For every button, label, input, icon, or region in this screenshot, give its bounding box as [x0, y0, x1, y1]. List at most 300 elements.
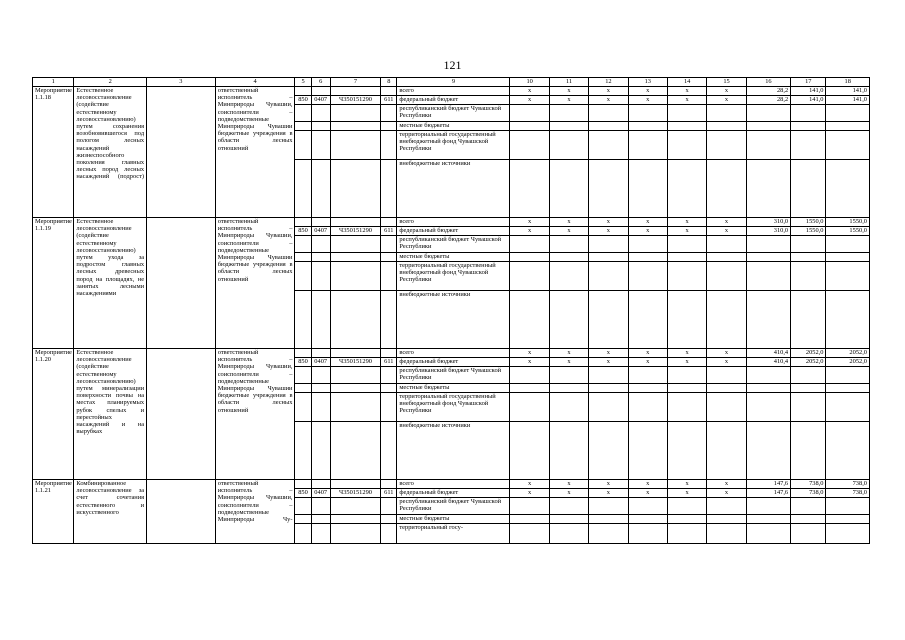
- code-cell: [311, 393, 330, 422]
- code-cell: [330, 498, 380, 515]
- code-cell: [311, 218, 330, 227]
- funding-value: [746, 291, 790, 349]
- funding-value: [510, 422, 549, 480]
- column-number: 17: [791, 78, 826, 87]
- funding-value: [628, 253, 667, 262]
- funding-value: [667, 367, 706, 384]
- funding-value: [826, 498, 870, 515]
- code-cell: [311, 122, 330, 131]
- code-cell: [381, 349, 397, 358]
- budget-code: Ч350151290: [330, 358, 380, 367]
- code-cell: [330, 349, 380, 358]
- funding-value: [707, 515, 746, 524]
- column-3-cell: [147, 349, 216, 480]
- funding-source: федеральный бюджет: [397, 227, 510, 236]
- funding-value: [628, 498, 667, 515]
- funding-value: x: [628, 218, 667, 227]
- funding-value: x: [510, 87, 549, 96]
- funding-value: [549, 498, 588, 515]
- funding-source: всего: [397, 480, 510, 489]
- funding-value: [549, 262, 588, 291]
- budget-code: 850: [295, 358, 311, 367]
- funding-source: местные бюджеты: [397, 253, 510, 262]
- funding-value: [746, 422, 790, 480]
- funding-value: [667, 160, 706, 218]
- funding-value: [549, 131, 588, 160]
- funding-value: x: [510, 227, 549, 236]
- funding-value: [707, 384, 746, 393]
- funding-value: [549, 515, 588, 524]
- column-number: 14: [667, 78, 706, 87]
- measure-id: Мероприятие 1.1.19: [33, 218, 74, 349]
- funding-value: 310,0: [746, 227, 790, 236]
- funding-value: [707, 367, 746, 384]
- funding-value: [589, 105, 628, 122]
- funding-value: [667, 422, 706, 480]
- column-number: 10: [510, 78, 549, 87]
- code-cell: [330, 122, 380, 131]
- funding-value: 1550,0: [826, 227, 870, 236]
- funding-value: [510, 515, 549, 524]
- funding-value: [746, 236, 790, 253]
- code-cell: [311, 524, 330, 544]
- table-row: [33, 480, 870, 489]
- executors: ответственный исполнитель – Минприроды Чувашии, соисполнители – подведомственные Минприроды Чувашии бюджетные учреждения в области лесных отношений: [215, 218, 295, 349]
- funding-value: [667, 131, 706, 160]
- funding-value: 28,2: [746, 87, 790, 96]
- code-cell: [330, 236, 380, 253]
- funding-value: 147,6: [746, 480, 790, 489]
- funding-value: [826, 524, 870, 544]
- funding-source: федеральный бюджет: [397, 96, 510, 105]
- funding-value: [549, 291, 588, 349]
- header-row: [33, 78, 870, 87]
- budget-code: 850: [295, 96, 311, 105]
- funding-value: [628, 422, 667, 480]
- funding-value: x: [510, 349, 549, 358]
- funding-value: [628, 236, 667, 253]
- funding-value: [826, 160, 870, 218]
- column-number: 11: [549, 78, 588, 87]
- code-cell: [295, 291, 311, 349]
- column-number: 12: [589, 78, 628, 87]
- code-cell: [381, 524, 397, 544]
- code-cell: [311, 87, 330, 96]
- funding-value: [791, 253, 826, 262]
- funding-value: [549, 524, 588, 544]
- budget-code: Ч350151290: [330, 96, 380, 105]
- funding-value: [746, 384, 790, 393]
- code-cell: [311, 236, 330, 253]
- funding-value: [628, 105, 667, 122]
- funding-value: 141,0: [791, 96, 826, 105]
- code-cell: [311, 367, 330, 384]
- funding-value: x: [549, 480, 588, 489]
- funding-value: [628, 393, 667, 422]
- funding-value: [549, 253, 588, 262]
- funding-value: x: [667, 87, 706, 96]
- code-cell: [295, 236, 311, 253]
- funding-value: [707, 524, 746, 544]
- column-3-cell: [147, 87, 216, 218]
- funding-value: x: [549, 349, 588, 358]
- funding-value: [746, 524, 790, 544]
- code-cell: [381, 384, 397, 393]
- funding-value: x: [510, 358, 549, 367]
- funding-value: 2052,0: [826, 349, 870, 358]
- funding-value: [826, 384, 870, 393]
- funding-value: 738,0: [826, 489, 870, 498]
- funding-source: всего: [397, 218, 510, 227]
- code-cell: [295, 349, 311, 358]
- budget-code: 850: [295, 489, 311, 498]
- code-cell: [295, 498, 311, 515]
- page-number: 121: [443, 58, 462, 72]
- funding-value: x: [667, 489, 706, 498]
- funding-source: местные бюджеты: [397, 122, 510, 131]
- funding-value: [826, 515, 870, 524]
- funding-value: [826, 422, 870, 480]
- funding-value: 738,0: [791, 480, 826, 489]
- funding-value: x: [707, 489, 746, 498]
- funding-value: 147,6: [746, 489, 790, 498]
- funding-value: [791, 393, 826, 422]
- funding-value: x: [589, 227, 628, 236]
- funding-value: [510, 236, 549, 253]
- funding-value: x: [549, 489, 588, 498]
- code-cell: [330, 367, 380, 384]
- funding-value: [707, 105, 746, 122]
- code-cell: [295, 367, 311, 384]
- column-number: 6: [311, 78, 330, 87]
- funding-value: x: [707, 358, 746, 367]
- code-cell: [381, 105, 397, 122]
- budget-code: Ч350151290: [330, 489, 380, 498]
- funding-value: x: [707, 87, 746, 96]
- code-cell: [330, 105, 380, 122]
- measure-id: Мероприятие 1.1.18: [33, 87, 74, 218]
- table-row: [33, 218, 870, 227]
- funding-value: 738,0: [826, 480, 870, 489]
- funding-value: [707, 236, 746, 253]
- funding-value: [510, 122, 549, 131]
- funding-value: [826, 253, 870, 262]
- measure-description: Комбинированное лесовосстановление за счет сочетания естественного и искусственного: [74, 480, 147, 544]
- code-cell: [295, 253, 311, 262]
- code-cell: [381, 291, 397, 349]
- funding-value: x: [628, 87, 667, 96]
- funding-value: [791, 131, 826, 160]
- budget-code: 611: [381, 96, 397, 105]
- funding-value: 1550,0: [791, 227, 826, 236]
- funding-value: 28,2: [746, 96, 790, 105]
- funding-value: [549, 160, 588, 218]
- funding-value: [746, 131, 790, 160]
- funding-value: [510, 367, 549, 384]
- funding-value: x: [628, 480, 667, 489]
- funding-value: 141,0: [826, 96, 870, 105]
- funding-value: [746, 498, 790, 515]
- funding-value: [746, 393, 790, 422]
- measure-id: Мероприятие 1.1.21: [33, 480, 74, 544]
- funding-value: [628, 262, 667, 291]
- executors: ответственный исполнитель – Минприроды Чувашии, соисполнители – подведомственные Минприроды Чу-: [215, 480, 295, 544]
- funding-value: 738,0: [791, 489, 826, 498]
- table-row: [33, 349, 870, 358]
- code-cell: [311, 131, 330, 160]
- funding-value: x: [510, 480, 549, 489]
- code-cell: [311, 253, 330, 262]
- code-cell: [330, 480, 380, 489]
- funding-value: x: [589, 87, 628, 96]
- code-cell: [295, 422, 311, 480]
- code-cell: [381, 262, 397, 291]
- funding-value: [826, 367, 870, 384]
- funding-value: x: [589, 96, 628, 105]
- funding-value: [667, 498, 706, 515]
- column-number: 8: [381, 78, 397, 87]
- code-cell: [381, 218, 397, 227]
- code-cell: [295, 515, 311, 524]
- code-cell: [311, 262, 330, 291]
- budget-code: 0407: [311, 227, 330, 236]
- measure-description: Естественное лесовосстановление (содействие естественному лесовосстановлению) путем минерализации поверхности почвы на местах планируемых рубок спелых и перестойных насаждений и на вырубках: [74, 349, 147, 480]
- code-cell: [381, 160, 397, 218]
- column-number: 2: [74, 78, 147, 87]
- funding-value: x: [510, 218, 549, 227]
- funding-value: [589, 367, 628, 384]
- funding-source: федеральный бюджет: [397, 358, 510, 367]
- funding-value: [549, 384, 588, 393]
- funding-value: [510, 262, 549, 291]
- funding-value: x: [589, 358, 628, 367]
- code-cell: [381, 422, 397, 480]
- funding-value: x: [667, 358, 706, 367]
- budget-code: 0407: [311, 358, 330, 367]
- funding-value: [628, 160, 667, 218]
- funding-value: x: [628, 358, 667, 367]
- funding-value: [628, 291, 667, 349]
- funding-value: [707, 253, 746, 262]
- funding-value: [667, 253, 706, 262]
- funding-value: x: [707, 480, 746, 489]
- funding-value: [791, 384, 826, 393]
- code-cell: [295, 122, 311, 131]
- funding-value: [510, 131, 549, 160]
- code-cell: [311, 422, 330, 480]
- funding-value: [667, 291, 706, 349]
- funding-value: [628, 515, 667, 524]
- funding-value: [791, 160, 826, 218]
- funding-value: [707, 291, 746, 349]
- funding-value: [707, 393, 746, 422]
- funding-value: x: [549, 218, 588, 227]
- funding-value: [628, 384, 667, 393]
- funding-value: [791, 524, 826, 544]
- funding-value: x: [628, 349, 667, 358]
- funding-source: местные бюджеты: [397, 384, 510, 393]
- measure-id: Мероприятие 1.1.20: [33, 349, 74, 480]
- funding-value: [589, 498, 628, 515]
- code-cell: [311, 480, 330, 489]
- funding-value: x: [589, 349, 628, 358]
- funding-value: [707, 262, 746, 291]
- funding-value: [628, 367, 667, 384]
- code-cell: [330, 131, 380, 160]
- funding-value: [791, 367, 826, 384]
- funding-value: [589, 253, 628, 262]
- funding-value: [791, 422, 826, 480]
- code-cell: [381, 236, 397, 253]
- funding-value: 2052,0: [791, 349, 826, 358]
- column-number: 4: [215, 78, 295, 87]
- funding-value: [667, 262, 706, 291]
- funding-value: [667, 393, 706, 422]
- funding-value: [791, 105, 826, 122]
- funding-value: [510, 160, 549, 218]
- code-cell: [330, 262, 380, 291]
- code-cell: [295, 480, 311, 489]
- funding-value: [589, 122, 628, 131]
- funding-value: [826, 105, 870, 122]
- funding-source: республиканский бюджет Чувашской Республики: [397, 105, 510, 122]
- funding-value: [549, 422, 588, 480]
- funding-value: [589, 384, 628, 393]
- budget-code: 611: [381, 358, 397, 367]
- funding-source: всего: [397, 87, 510, 96]
- funding-source: территориальный государственный внебюджетный фонд Чувашской Республики: [397, 393, 510, 422]
- code-cell: [381, 253, 397, 262]
- funding-value: [746, 105, 790, 122]
- funding-value: [667, 122, 706, 131]
- executors: ответственный исполнитель – Минприроды Чувашии, соисполнители – подведомственные Минприроды Чувашии бюджетные учреждения в области лесных отношений: [215, 349, 295, 480]
- funding-value: 310,0: [746, 218, 790, 227]
- funding-value: [826, 393, 870, 422]
- funding-value: [549, 236, 588, 253]
- executors: ответственный исполнитель – Минприроды Чувашии, соисполнители – подведомственные Минприроды Чувашии бюджетные учреждения в области лесных отношений: [215, 87, 295, 218]
- program-table: [32, 77, 870, 544]
- funding-value: x: [510, 489, 549, 498]
- funding-value: [510, 393, 549, 422]
- funding-value: [707, 160, 746, 218]
- funding-value: [746, 160, 790, 218]
- funding-value: [549, 122, 588, 131]
- funding-value: 2052,0: [826, 358, 870, 367]
- code-cell: [311, 384, 330, 393]
- code-cell: [295, 87, 311, 96]
- column-number: 1: [33, 78, 74, 87]
- funding-value: [628, 524, 667, 544]
- funding-value: [746, 262, 790, 291]
- code-cell: [311, 515, 330, 524]
- code-cell: [295, 105, 311, 122]
- funding-value: [746, 122, 790, 131]
- funding-value: x: [667, 349, 706, 358]
- column-number: 15: [707, 78, 746, 87]
- funding-value: 1550,0: [791, 218, 826, 227]
- funding-value: x: [549, 96, 588, 105]
- funding-value: x: [549, 87, 588, 96]
- code-cell: [330, 218, 380, 227]
- funding-value: 2052,0: [791, 358, 826, 367]
- code-cell: [295, 262, 311, 291]
- funding-value: [589, 524, 628, 544]
- funding-value: x: [549, 227, 588, 236]
- funding-value: [510, 253, 549, 262]
- funding-value: x: [667, 96, 706, 105]
- column-3-cell: [147, 480, 216, 544]
- funding-value: [510, 105, 549, 122]
- funding-source: внебюджетные источники: [397, 291, 510, 349]
- code-cell: [381, 87, 397, 96]
- code-cell: [330, 515, 380, 524]
- funding-value: [667, 524, 706, 544]
- code-cell: [295, 131, 311, 160]
- column-3-cell: [147, 218, 216, 349]
- column-number: 5: [295, 78, 311, 87]
- funding-source: территориальный государственный внебюджетный фонд Чувашской Республики: [397, 262, 510, 291]
- funding-value: [510, 384, 549, 393]
- funding-value: [549, 367, 588, 384]
- funding-value: [589, 160, 628, 218]
- funding-value: [510, 524, 549, 544]
- funding-value: [707, 131, 746, 160]
- code-cell: [311, 291, 330, 349]
- budget-code: 0407: [311, 96, 330, 105]
- funding-value: [667, 236, 706, 253]
- funding-value: [589, 515, 628, 524]
- funding-value: [589, 422, 628, 480]
- funding-value: x: [549, 358, 588, 367]
- code-cell: [311, 105, 330, 122]
- funding-value: 410,4: [746, 358, 790, 367]
- column-number: 9: [397, 78, 510, 87]
- code-cell: [311, 498, 330, 515]
- funding-value: [589, 291, 628, 349]
- funding-value: x: [628, 227, 667, 236]
- funding-source: республиканский бюджет Чувашской Республики: [397, 236, 510, 253]
- code-cell: [330, 524, 380, 544]
- column-number: 13: [628, 78, 667, 87]
- code-cell: [311, 349, 330, 358]
- code-cell: [330, 422, 380, 480]
- code-cell: [295, 384, 311, 393]
- code-cell: [381, 122, 397, 131]
- funding-source: внебюджетные источники: [397, 422, 510, 480]
- code-cell: [311, 160, 330, 218]
- budget-code: 611: [381, 227, 397, 236]
- code-cell: [330, 160, 380, 218]
- funding-value: [667, 515, 706, 524]
- funding-value: x: [589, 480, 628, 489]
- table-body: [33, 78, 870, 544]
- funding-value: [791, 236, 826, 253]
- code-cell: [381, 480, 397, 489]
- column-number: 18: [826, 78, 870, 87]
- funding-value: x: [707, 96, 746, 105]
- funding-value: x: [589, 489, 628, 498]
- funding-value: [628, 131, 667, 160]
- budget-code: 850: [295, 227, 311, 236]
- funding-value: [707, 122, 746, 131]
- funding-source: республиканский бюджет Чувашской Республики: [397, 498, 510, 515]
- budget-code: Ч350151290: [330, 227, 380, 236]
- funding-value: [746, 253, 790, 262]
- funding-value: [589, 393, 628, 422]
- funding-value: x: [667, 480, 706, 489]
- code-cell: [330, 253, 380, 262]
- code-cell: [295, 218, 311, 227]
